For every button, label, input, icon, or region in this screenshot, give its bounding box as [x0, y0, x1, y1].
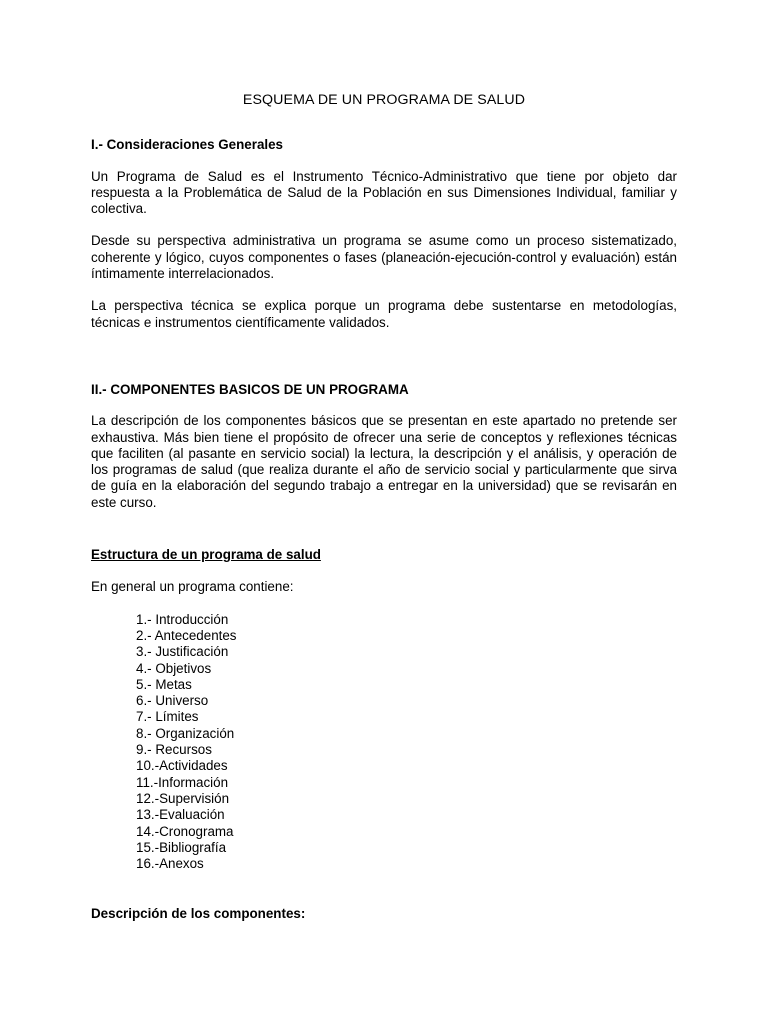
list-intro: En general un programa contiene: [91, 579, 294, 595]
list-item: 4.- Objetivos [136, 660, 212, 676]
list-item: 7.- Límites [136, 709, 199, 725]
list-item: 6.- Universo [136, 693, 209, 709]
list-item: 3.- Justificación [136, 644, 229, 660]
list-item: 9.- Recursos [136, 742, 212, 758]
document-content [91, 92, 677, 938]
subheading-estructura: Estructura de un programa de salud [91, 547, 321, 563]
list-item: 11.-Información [136, 774, 229, 790]
list-item: 13.-Evaluación [136, 807, 225, 823]
list-item: 10.-Actividades [136, 758, 228, 774]
paragraph-perspectiva-tecnica: La perspectiva técnica se explica porque un programa debe sustentarse en metodologías, técnicas e instrumentos científicamente validados. [91, 298, 677, 330]
paragraph-descripcion-componentes: La descripción de los componentes básicos que se presentan en este apartado no pretende ser exhaustiva. Más bien tiene el propósito de ofrecer una serie de conceptos y reflexiones técnicas que faciliten (al pasante en servicio social) la lectura, la descripción y el análisis, y operación de los programas de salud (que realiza durante el año de servicio social y particularmente que sirva de guía en la elaboración del segundo trabajo a entregar en la universidad) que se revisarán en este curso. [91, 413, 677, 510]
list-item: 1.- Introducción [136, 611, 229, 627]
document-title: ESQUEMA DE UN PROGRAMA DE SALUD [242, 92, 526, 108]
list-item: 2.- Antecedentes [136, 627, 237, 643]
list-item: 8.- Organización [136, 725, 235, 741]
list-item: 5.- Metas [136, 676, 192, 692]
paragraph-perspectiva-administrativa: Desde su perspectiva administrativa un programa se asume como un proceso sistematizado, coherente y lógico, cuyos componentes o fases (planeación-ejecución-control y evaluación) están íntimamente interrelacionados. [91, 233, 677, 282]
list-item: 12.-Supervisión [136, 790, 230, 806]
list-item: 14.-Cronograma [136, 823, 234, 839]
list-item: 15.-Bibliografía [136, 839, 227, 855]
section-heading-descripcion: Descripción de los componentes: [91, 906, 306, 922]
section-heading-componentes: II.- COMPONENTES BASICOS DE UN PROGRAMA [91, 381, 409, 397]
section-heading-consideraciones: I.- Consideraciones Generales [91, 137, 284, 153]
component-list [91, 612, 677, 873]
paragraph-definicion: Un Programa de Salud es el Instrumento Técnico-Administrativo que tiene por objeto dar respuesta a la Problemática de Salud de la Población en sus Dimensiones Individual, familiar y colectiva. [91, 168, 677, 217]
list-item: 16.-Anexos [136, 856, 204, 872]
